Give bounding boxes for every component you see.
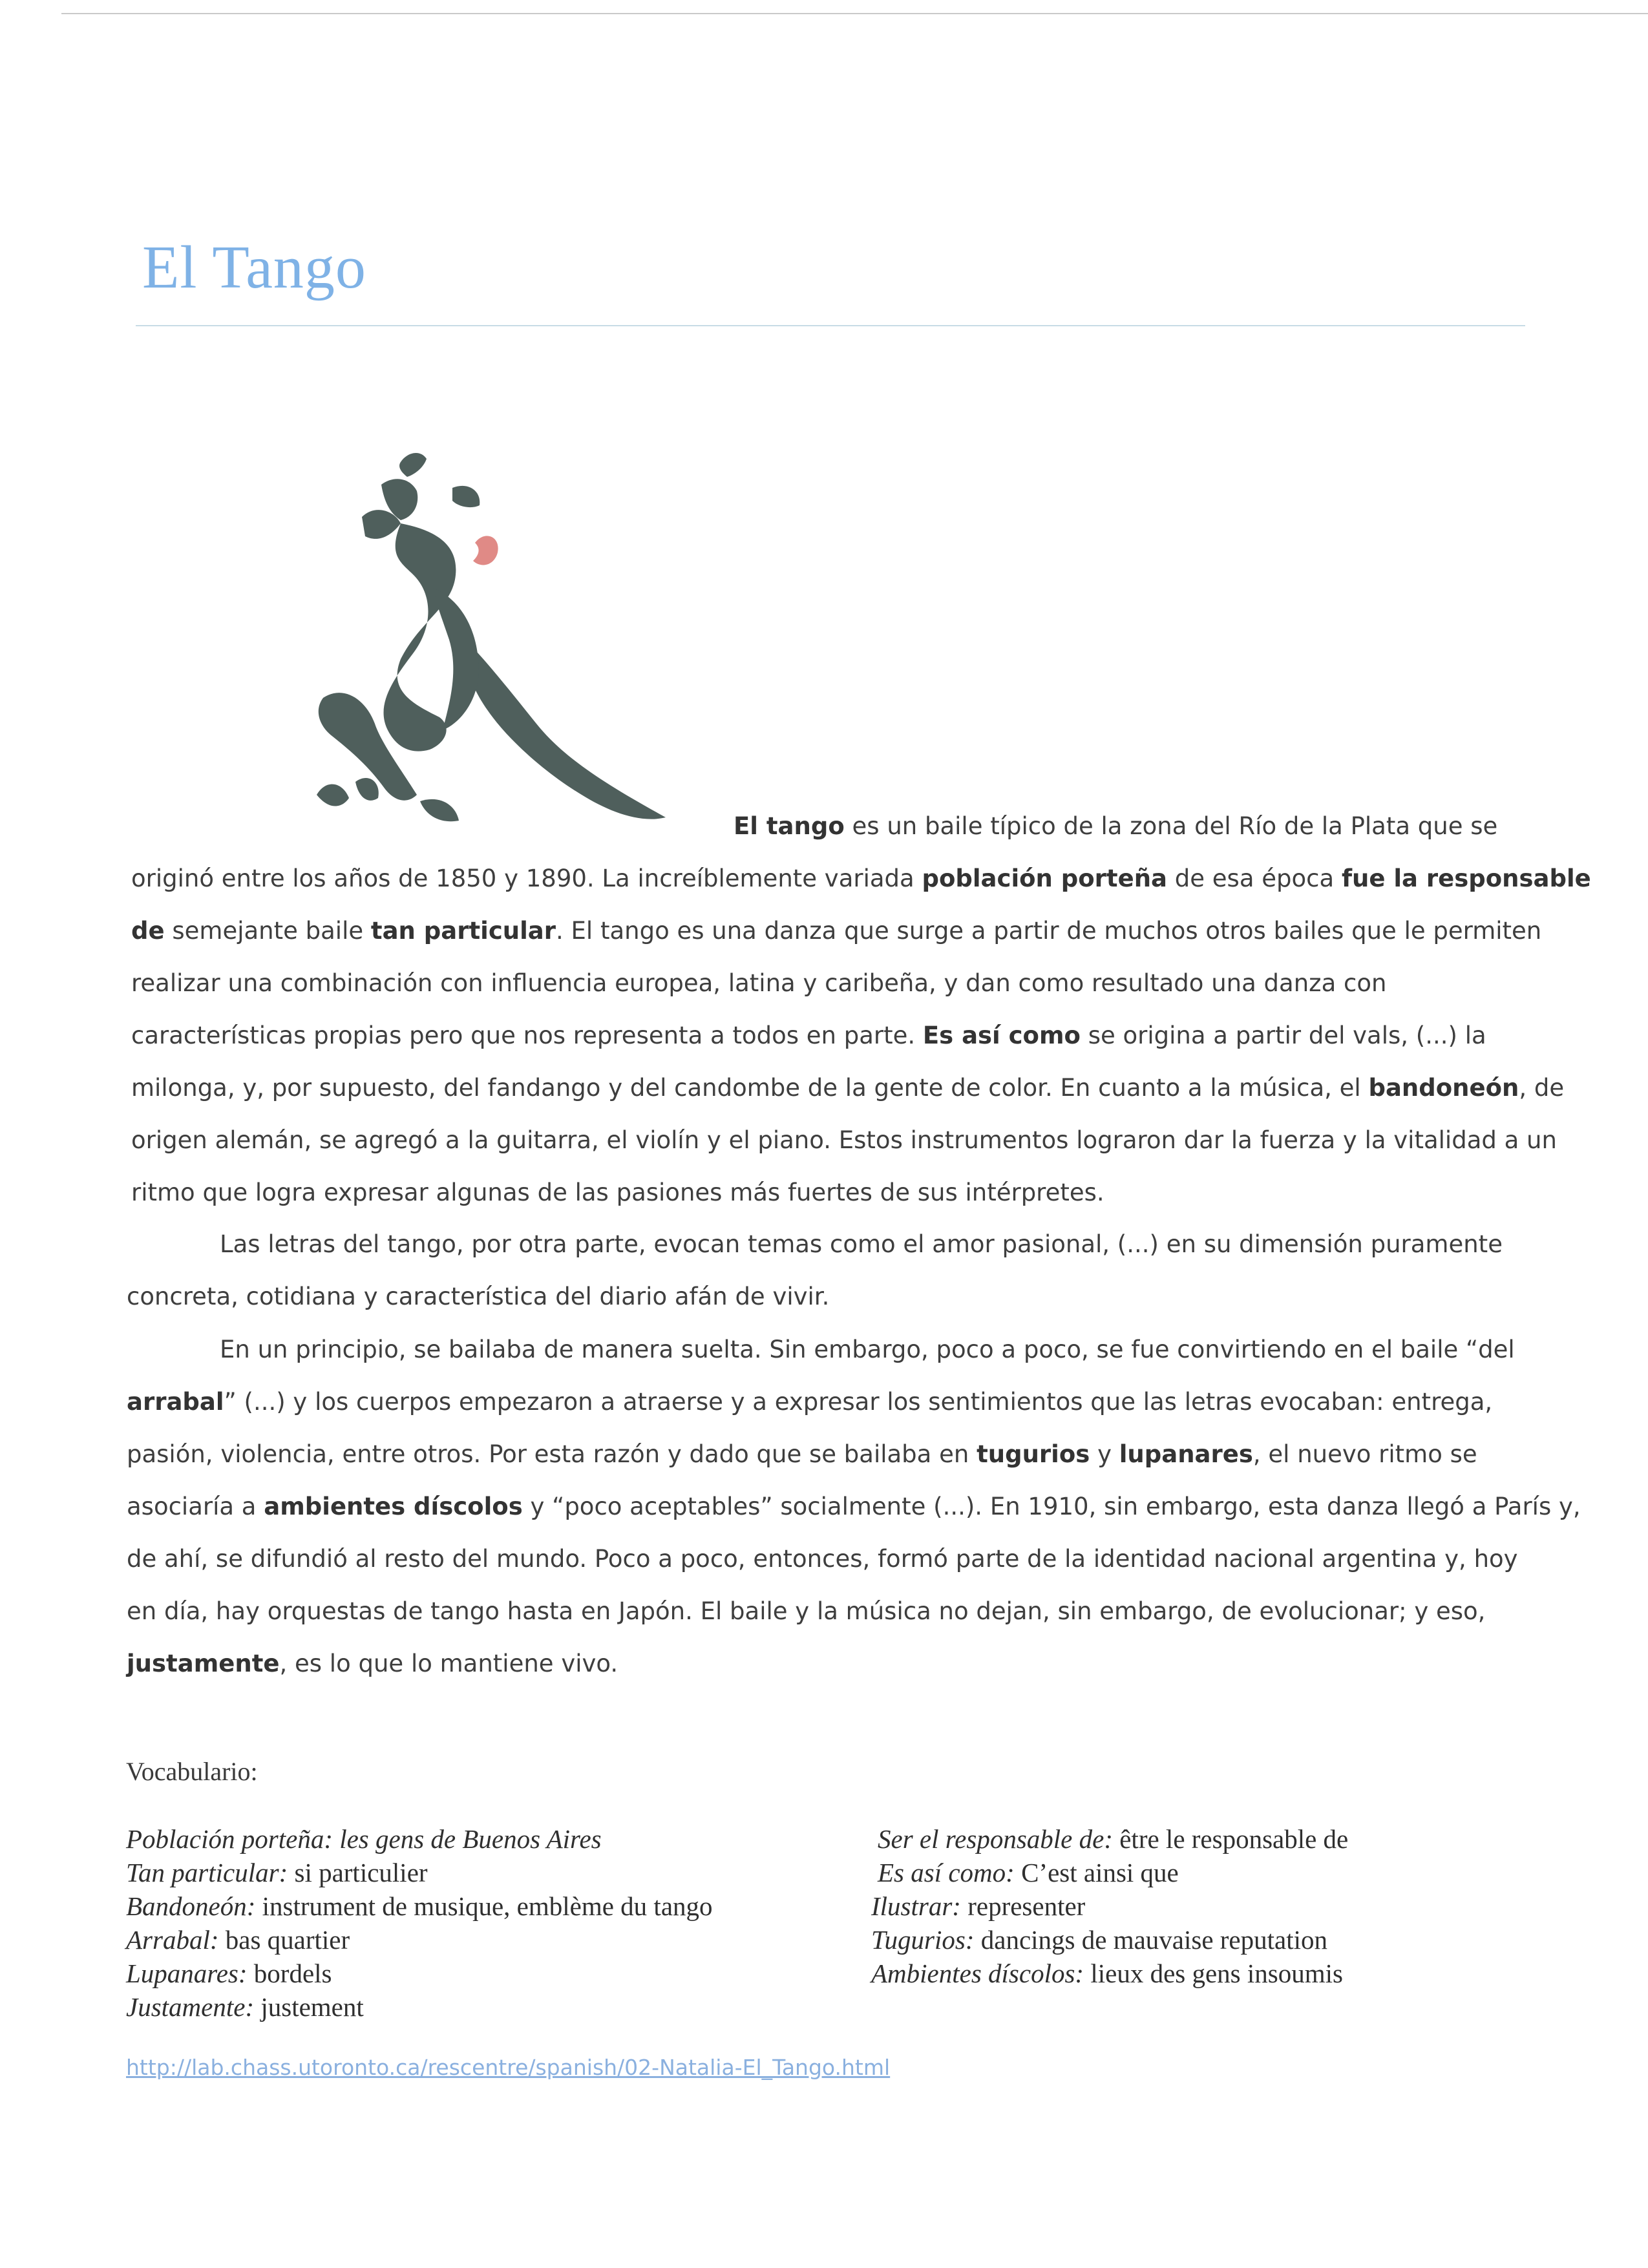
page-top-rule bbox=[61, 13, 1648, 14]
vocab-item: Arrabal: bas quartier bbox=[126, 1925, 350, 1955]
vocab-item: Tan particular: si particulier bbox=[126, 1858, 428, 1887]
paragraph-1-line-1: El tango es un baile típico de la zona del Río de la Plata que se bbox=[734, 812, 1498, 840]
vocab-item: Bandoneón: instrument de musique, emblème du tango bbox=[126, 1891, 713, 1921]
paragraph-3-line-3: pasión, violencia, entre otros. Por esta razón y dado que se bailaba en tugurios y lupanares, el nuevo ritmo se bbox=[127, 1440, 1477, 1468]
vocab-item: Ambientes díscolos: lieux des gens insoumis bbox=[871, 1958, 1343, 1988]
vocab-item: Ilustrar: representer bbox=[871, 1891, 1086, 1921]
vocabulary-heading: Vocabulario: bbox=[126, 1757, 258, 1786]
title-underline bbox=[136, 325, 1525, 326]
paragraph-1-line-6: milonga, y, por supuesto, del fandango y del candombe de la gente de color. En cuanto a la música, el bandoneón, de bbox=[131, 1074, 1565, 1102]
paragraph-2-line-2: concreta, cotidiana y característica del diario afán de vivir. bbox=[127, 1283, 830, 1310]
paragraph-1-line-7: origen alemán, se agregó a la guitarra, el violín y el piano. Estos instrumentos lograron dar la fuerza y la vitalidad a un bbox=[131, 1126, 1557, 1154]
paragraph-1-line-5: características propias pero que nos representa a todos en parte. Es así como se origina a partir del vals, (...) la bbox=[131, 1022, 1486, 1049]
vocab-item: Justamente: justement bbox=[126, 1992, 364, 2022]
paragraph-1-line-4: realizar una combinación con influencia europea, latina y caribeña, y dan como resultado una danza con bbox=[131, 969, 1387, 997]
tango-dancers-illustration bbox=[304, 446, 672, 834]
source-link[interactable]: http://lab.chass.utoronto.ca/rescentre/spanish/02-Natalia-El_Tango.html bbox=[126, 2055, 891, 2080]
vocab-item: Tugurios: dancings de mauvaise reputation bbox=[871, 1925, 1327, 1955]
paragraph-1-line-8: ritmo que logra expresar algunas de las pasiones más fuertes de sus intérpretes. bbox=[131, 1179, 1104, 1206]
paragraph-1-line-2: originó entre los años de 1850 y 1890. La increíblemente variada población porteña de esa época fue la responsable bbox=[131, 865, 1591, 892]
paragraph-2-line-1: Las letras del tango, por otra parte, evocan temas como el amor pasional, (...) en su dimensión puramente bbox=[220, 1230, 1503, 1258]
paragraph-3-line-2: arrabal” (...) y los cuerpos empezaron a atraerse y a expresar los sentimientos que las letras evocaban: entrega, bbox=[127, 1388, 1493, 1416]
paragraph-3-line-7: justamente, es lo que lo mantiene vivo. bbox=[127, 1650, 618, 1677]
paragraph-3-line-4: asociaría a ambientes díscolos y “poco aceptables” socialmente (...). En 1910, sin embargo, esta danza llegó a París y, bbox=[127, 1493, 1581, 1520]
paragraph-3-line-5: de ahí, se difundió al resto del mundo. Poco a poco, entonces, formó parte de la identidad nacional argentina y, hoy bbox=[127, 1545, 1518, 1573]
vocab-item: Es así como: C’est ainsi que bbox=[878, 1858, 1179, 1887]
paragraph-3-line-1: En un principio, se bailaba de manera suelta. Sin embargo, poco a poco, se fue convirtiendo en el baile “del bbox=[220, 1336, 1515, 1363]
paragraph-3-line-6: en día, hay orquestas de tango hasta en Japón. El baile y la música no dejan, sin embargo, de evolucionar; y eso, bbox=[127, 1597, 1486, 1625]
vocab-item: Población porteña: les gens de Buenos Aires bbox=[126, 1824, 602, 1854]
page-title: El Tango bbox=[142, 234, 366, 301]
paragraph-1-line-3: de semejante baile tan particular. El tango es una danza que surge a partir de muchos otros bailes que le permiten bbox=[131, 917, 1542, 945]
vocab-item: Ser el responsable de: être le responsable de bbox=[878, 1824, 1349, 1854]
vocab-item: Lupanares: bordels bbox=[126, 1958, 332, 1988]
